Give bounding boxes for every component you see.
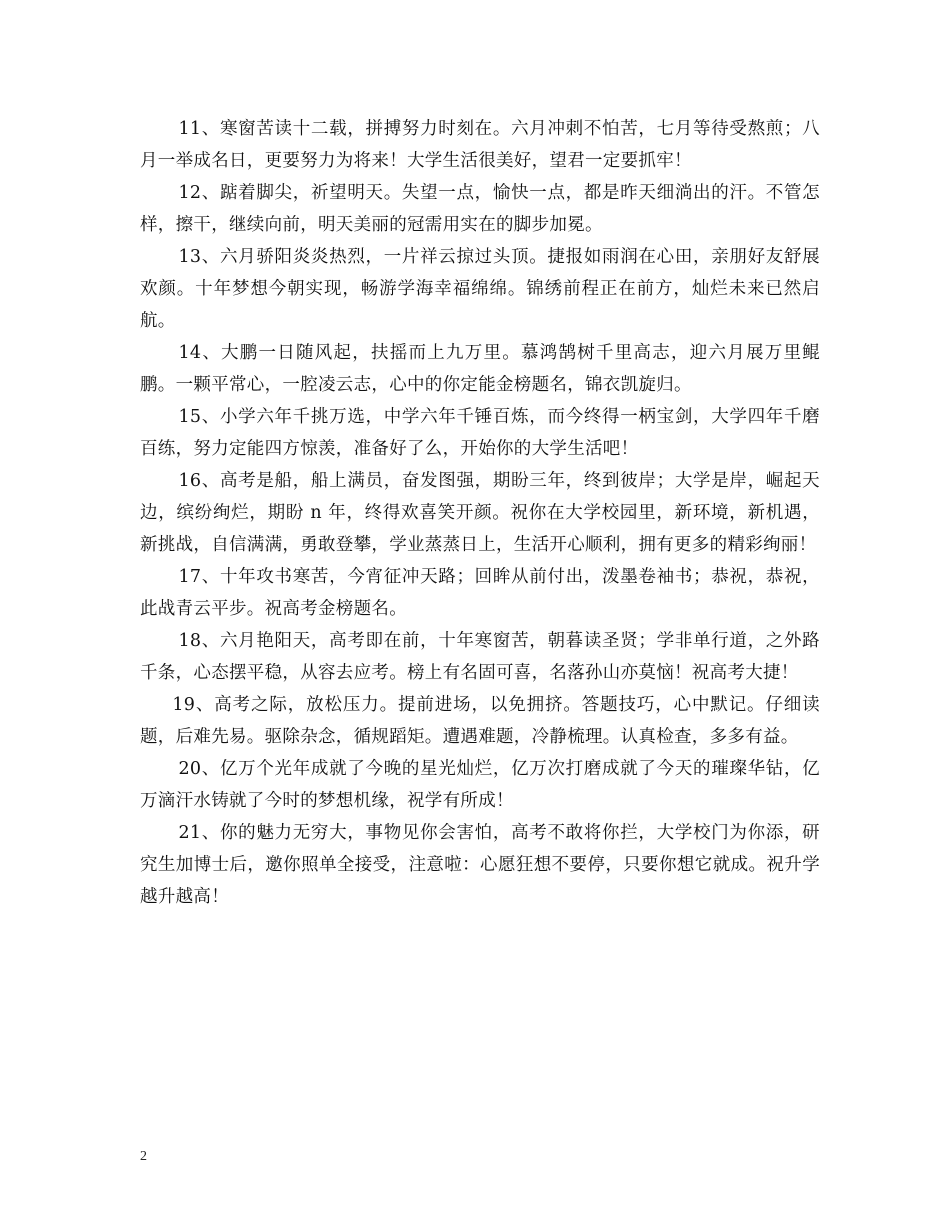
paragraph-12: 12、踮着脚尖，祈望明天。失望一点，愉快一点，都是昨天细淌出的汗。不管怎样，擦干，继续向前，明天美丽的冠需用实在的脚步加冕。 <box>140 183 820 235</box>
paragraph-17: 17、十年攻书寒苦，今宵征冲天路；回眸从前付出，泼墨卷袖书；恭祝，恭祝，此战青云平步。祝高考金榜题名。 <box>140 567 820 619</box>
paragraph-16: 16、高考是船，船上满员，奋发图强，期盼三年，终到彼岸；大学是岸，崛起天边，缤纷绚烂，期盼 n 年，终得欢喜笑开颜。祝你在大学校园里，新环境，新机遇，新挑战，自信满满，勇敢登攀，学业蒸蒸日上，生活开心顺利，拥有更多的精彩绚丽！ <box>140 471 820 555</box>
paragraph-21: 21、你的魅力无穷大，事物见你会害怕，高考不敢将你拦，大学校门为你添，研究生加博士后，邀你照单全接受，注意啦：心愿狂想不要停，只要你想它就成。祝升学越升越高！ <box>140 823 820 907</box>
document-body <box>140 113 820 913</box>
paragraph-20: 20、亿万个光年成就了今晚的星光灿烂，亿万次打磨成就了今天的璀璨华钻，亿万滴汗水铸就了今时的梦想机缘，祝学有所成！ <box>140 759 820 811</box>
page-number: 2 <box>140 1149 147 1164</box>
paragraph-14: 14、大鹏一日随风起，扶摇而上九万里。慕鸿鹄树千里高志，迎六月展万里鲲鹏。一颗平常心，一腔凌云志，心中的你定能金榜题名，锦衣凯旋归。 <box>140 343 820 395</box>
paragraph-15: 15、小学六年千挑万选，中学六年千锤百炼，而今终得一柄宝剑，大学四年千磨百练，努力定能四方惊羡，准备好了么，开始你的大学生活吧！ <box>140 407 820 459</box>
paragraph-13: 13、六月骄阳炎炎热烈，一片祥云掠过头顶。捷报如雨润在心田，亲朋好友舒展欢颜。十年梦想今朝实现，畅游学海幸福绵绵。锦绣前程正在前方，灿烂未来已然启航。 <box>140 247 820 331</box>
paragraph-11: 11、寒窗苦读十二载，拼搏努力时刻在。六月冲刺不怕苦，七月等待受熬煎；八月一举成名日，更要努力为将来！大学生活很美好，望君一定要抓牢！ <box>140 119 820 171</box>
paragraph-19: 19、高考之际，放松压力。提前进场，以免拥挤。答题技巧，心中默记。仔细读题，后难先易。驱除杂念，循规蹈矩。遭遇难题，冷静梳理。认真检查，多多有益。 <box>140 695 820 747</box>
paragraph-18: 18、六月艳阳天，高考即在前，十年寒窗苦，朝暮读圣贤；学非单行道，之外路千条，心态摆平稳，从容去应考。榜上有名固可喜，名落孙山亦莫恼！祝高考大捷！ <box>140 631 820 683</box>
